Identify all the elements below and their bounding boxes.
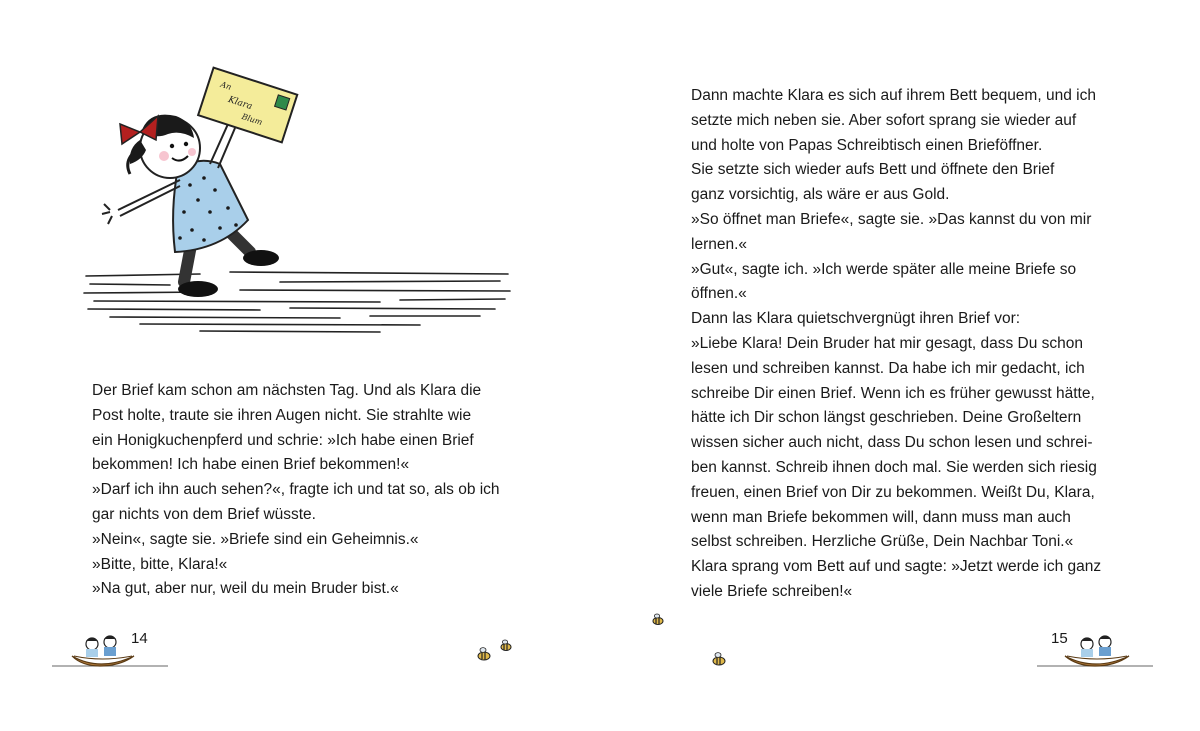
text-line: ben kannst. Schreib ihnen doch mal. Sie werden sich riesig bbox=[691, 458, 1097, 476]
text-line: viele Briefe schreiben!« bbox=[691, 582, 853, 600]
text-line: »Bitte, bitte, Klara!« bbox=[92, 555, 228, 573]
envelope bbox=[198, 68, 297, 143]
text-line: freuen, einen Brief von Dir zu bekommen. Weißt Du, Klara, bbox=[691, 483, 1095, 501]
right-page-text bbox=[691, 84, 1111, 605]
text-line: setzte mich neben sie. Aber sofort sprang sie wieder auf bbox=[691, 111, 1077, 129]
nest-icon bbox=[50, 628, 170, 672]
text-line: ein Honigkuchenpferd und schrie: »Ich habe einen Brief bbox=[92, 431, 474, 449]
text-line: selbst schreiben. Herzliche Grüße, Dein Nachbar Toni.« bbox=[691, 533, 1074, 551]
bee-icon bbox=[710, 650, 728, 668]
text-line: lernen.« bbox=[691, 235, 748, 253]
text-line: öffnen.« bbox=[691, 285, 747, 303]
envelope-line: Blum bbox=[240, 111, 264, 128]
ground-scribble bbox=[84, 272, 510, 332]
text-line: »Na gut, aber nur, weil du mein Bruder bist.« bbox=[92, 580, 399, 598]
text-line: Sie setzte sich wieder aufs Bett und öffnete den Brief bbox=[691, 161, 1055, 179]
text-line: wissen sicher auch nicht, dass Du schon lesen und schrei- bbox=[691, 434, 1093, 452]
text-line: und holte von Papas Schreibtisch einen Brieföffner. bbox=[691, 136, 1043, 154]
bee-icon bbox=[650, 612, 666, 626]
text-line: »So öffnet man Briefe«, sagte sie. »Das kannst du von mir bbox=[691, 210, 1092, 228]
envelope-line: Klara bbox=[226, 94, 254, 113]
right-page bbox=[600, 0, 1200, 731]
page-number: 14 bbox=[131, 630, 148, 647]
text-line: Der Brief kam schon am nächsten Tag. Und als Klara die bbox=[92, 382, 482, 399]
text-line: wenn man Briefe bekommen will, dann muss man auch bbox=[691, 508, 1071, 526]
text-line: hätte ich Dir schon längst geschrieben. Deine Großeltern bbox=[691, 409, 1082, 427]
text-line: Dann machte Klara es sich auf ihrem Bett bequem, und ich bbox=[691, 87, 1096, 104]
left-page-text bbox=[92, 379, 512, 602]
text-line: »Liebe Klara! Dein Bruder hat mir gesagt, dass Du schon bbox=[691, 334, 1084, 352]
text-line: »Gut«, sagte ich. »Ich werde später alle meine Briefe so bbox=[691, 260, 1077, 278]
text-line: gar nichts von dem Brief wüsste. bbox=[92, 505, 316, 523]
text-line: bekommen! Ich habe einen Brief bekommen!« bbox=[92, 456, 410, 474]
page-number: 15 bbox=[1051, 630, 1068, 647]
nest-icon bbox=[1035, 628, 1155, 672]
text-line: Klara sprang vom Bett auf und sagte: »Jetzt werde ich ganz bbox=[691, 558, 1102, 576]
text-line: Dann las Klara quietschvergnügt ihren Brief vor: bbox=[691, 310, 1021, 328]
text-line: »Darf ich ihn auch sehen?«, fragte ich und tat so, als ob ich bbox=[92, 481, 500, 499]
girl-with-letter-illustration bbox=[80, 60, 520, 350]
text-line: Post holte, traute sie ihren Augen nicht. Sie strahlte wie bbox=[92, 406, 472, 424]
text-line: ganz vorsichtig, als wäre er aus Gold. bbox=[691, 186, 950, 204]
envelope-line: An bbox=[219, 79, 233, 92]
text-line: schreibe Dir einen Brief. Wenn ich es früher gewusst hätte, bbox=[691, 384, 1095, 402]
text-line: »Nein«, sagte sie. »Briefe sind ein Geheimnis.« bbox=[92, 530, 419, 548]
bee-icon bbox=[474, 636, 518, 666]
text-line: lesen und schreiben kannst. Da habe ich mir gedacht, ich bbox=[691, 359, 1085, 377]
